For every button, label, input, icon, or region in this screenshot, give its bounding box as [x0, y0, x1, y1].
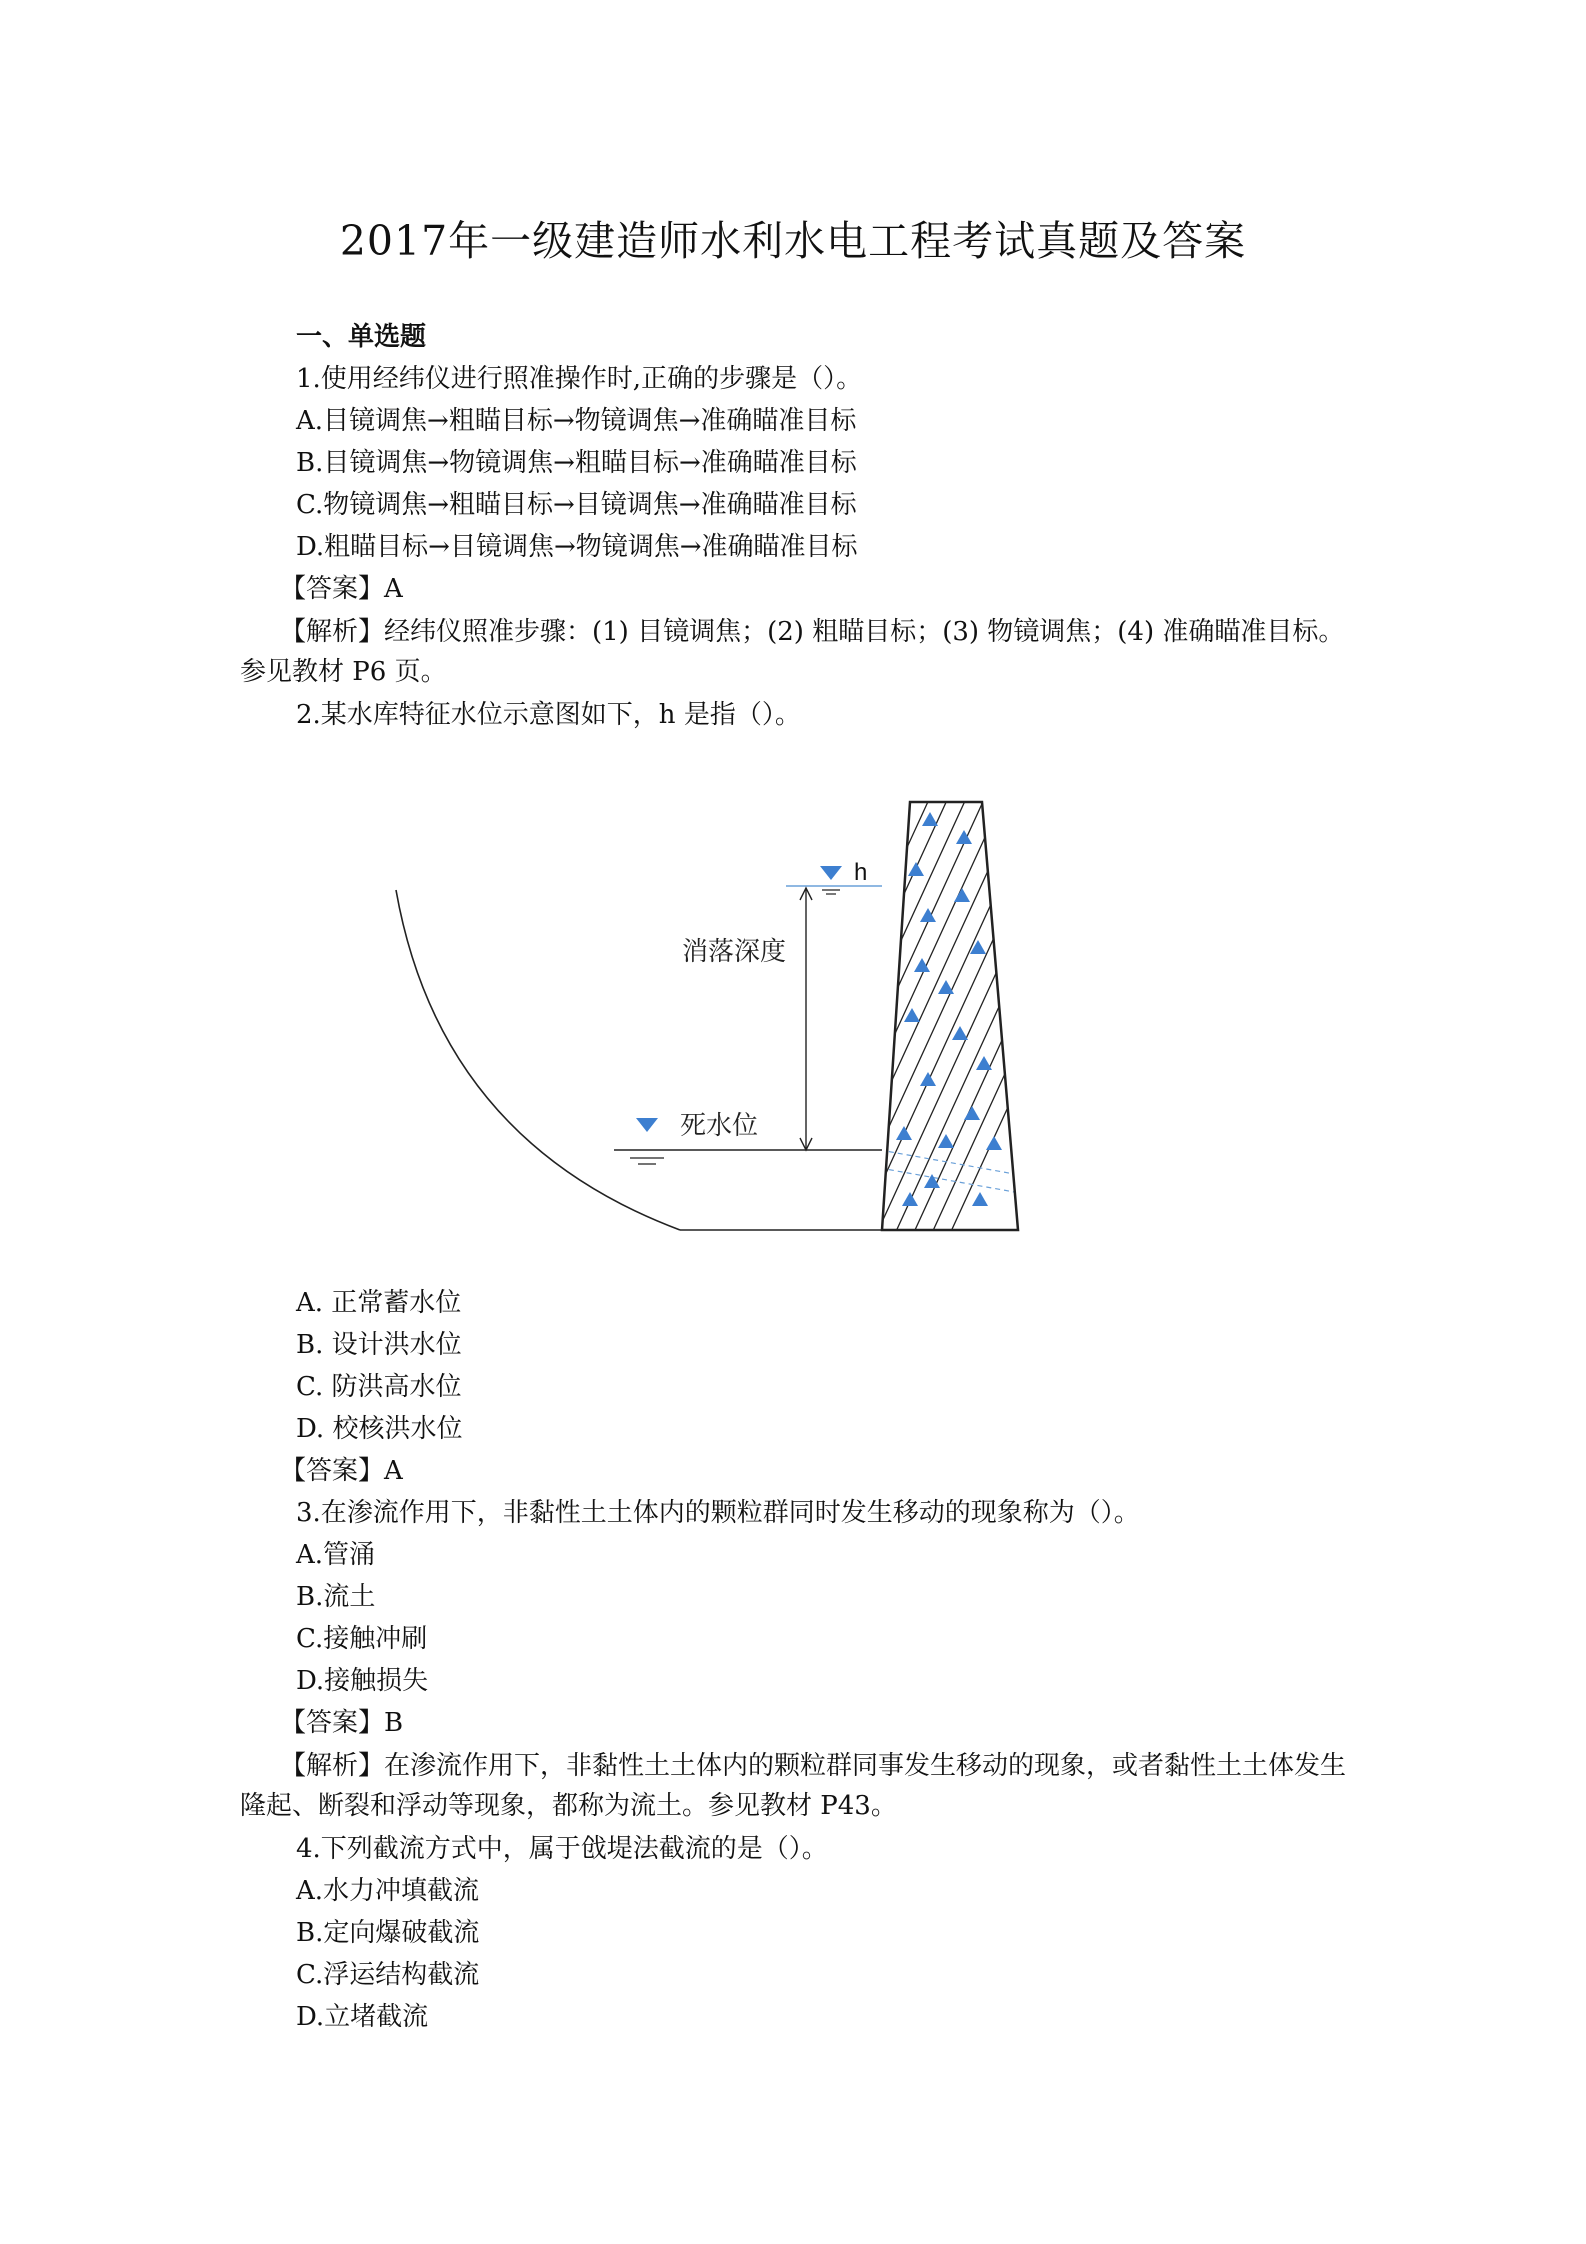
- question-2-option-c: C. 防洪高水位: [296, 1372, 462, 1402]
- question-2-stem: 2.某水库特征水位示意图如下，h 是指（）。: [296, 700, 801, 730]
- question-3-option-a: A.管涌: [296, 1540, 376, 1570]
- question-4-option-d: D.立堵截流: [296, 2002, 429, 2032]
- section-heading: 一、单选题: [296, 322, 427, 352]
- question-2-option-d: D. 校核洪水位: [296, 1414, 463, 1444]
- dam-aggregate-markers: [896, 812, 1002, 1206]
- question-1-stem: 1.使用经纬仪进行照准操作时,正确的步骤是（）。: [296, 364, 863, 394]
- question-3-answer: 【答案】B: [280, 1708, 404, 1738]
- question-3-stem: 3.在渗流作用下，非黏性土土体内的颗粒群同时发生移动的现象称为（）。: [296, 1498, 1140, 1528]
- reservoir-water-level-diagram: [380, 790, 1040, 1250]
- drawdown-depth-label: 消落深度: [682, 937, 787, 967]
- question-3-analysis: 【解析】在渗流作用下，非黏性土土体内的颗粒群同事发生移动的现象，或者黏性土土体发生隆起、断裂和浮动等现象，都称为流土。参见教材 P43。: [240, 1751, 1347, 1821]
- question-1-option-a: A.目镜调焦→粗瞄目标→物镜调焦→准确瞄准目标: [296, 406, 857, 436]
- question-3-option-c: C.接触冲刷: [296, 1624, 428, 1654]
- question-1-option-b: B.目镜调焦→物镜调焦→粗瞄目标→准确瞄准目标: [296, 448, 857, 478]
- dead-water-level-icon: [636, 1118, 658, 1132]
- question-2-answer: 【答案】A: [280, 1456, 403, 1486]
- document-title: 2017年一级建造师水利水电工程考试真题及答案: [339, 217, 1247, 265]
- question-2-option-a: A. 正常蓄水位: [296, 1288, 462, 1318]
- h-label: h: [854, 859, 868, 886]
- dead-water-level-label: 死水位: [680, 1111, 759, 1141]
- question-2-option-b: B. 设计洪水位: [296, 1330, 462, 1360]
- question-4-stem: 4.下列截流方式中，属于戗堤法截流的是（）。: [296, 1834, 828, 1864]
- question-1-option-d: D.粗瞄目标→目镜调焦→物镜调焦→准确瞄准目标: [296, 532, 858, 562]
- reservoir-bank-curve: [396, 890, 680, 1230]
- question-4-option-c: C.浮运结构截流: [296, 1960, 480, 1990]
- question-3-option-d: D.接触损失: [296, 1666, 429, 1696]
- h-water-level-icon: [820, 866, 842, 880]
- question-1-answer: 【答案】A: [280, 574, 403, 604]
- question-1-analysis: 【解析】经纬仪照准步骤：(1) 目镜调焦；(2) 粗瞄目标；(3) 物镜调焦；(4) 准确瞄准目标。参见教材 P6 页。: [240, 617, 1345, 687]
- question-4-option-b: B.定向爆破截流: [296, 1918, 480, 1948]
- question-1-option-c: C.物镜调焦→粗瞄目标→目镜调焦→准确瞄准目标: [296, 490, 857, 520]
- question-4-option-a: A.水力冲填截流: [296, 1876, 480, 1906]
- question-3-option-b: B.流土: [296, 1582, 376, 1612]
